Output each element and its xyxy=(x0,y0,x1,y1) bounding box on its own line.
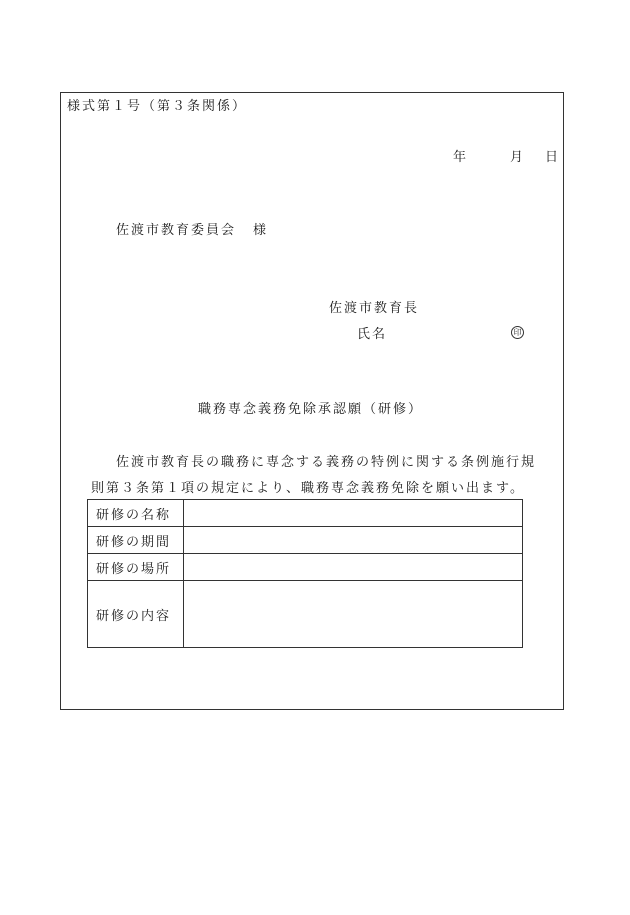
training-info-table xyxy=(87,499,523,648)
date-day-label: 日 xyxy=(545,150,561,165)
training-location-field[interactable] xyxy=(184,554,523,581)
table-row xyxy=(88,554,523,581)
body-text-line1: 佐渡市教育長の職務に専念する義務の特例に関する条例施行規 xyxy=(116,455,537,470)
training-period-field[interactable] xyxy=(184,527,523,554)
form-frame xyxy=(60,92,564,710)
training-location-label: 研修の場所 xyxy=(88,554,184,581)
training-content-label: 研修の内容 xyxy=(88,581,184,648)
body-text-line2: 則第３条第１項の規定により、職務専念義務免除を願い出ます。 xyxy=(91,481,525,496)
applicant-title: 佐渡市教育長 xyxy=(329,301,420,316)
document-title: 職務専念義務免除承認願（研修） xyxy=(198,402,424,417)
seal-icon xyxy=(511,326,524,339)
seal-text: 印 xyxy=(513,328,522,337)
addressee-name: 佐渡市教育委員会 xyxy=(116,223,237,238)
applicant-name-label: 氏名 xyxy=(357,327,388,342)
date-month-label: 月 xyxy=(510,150,526,165)
training-period-label: 研修の期間 xyxy=(88,527,184,554)
table-row xyxy=(88,527,523,554)
date-year-label: 年 xyxy=(453,150,469,165)
table-row xyxy=(88,500,523,527)
table-row xyxy=(88,581,523,648)
training-name-label: 研修の名称 xyxy=(88,500,184,527)
form-number: 様式第１号（第３条関係） xyxy=(67,99,248,114)
addressee-suffix: 様 xyxy=(253,223,269,238)
training-content-field[interactable] xyxy=(184,581,523,648)
training-name-field[interactable] xyxy=(184,500,523,527)
